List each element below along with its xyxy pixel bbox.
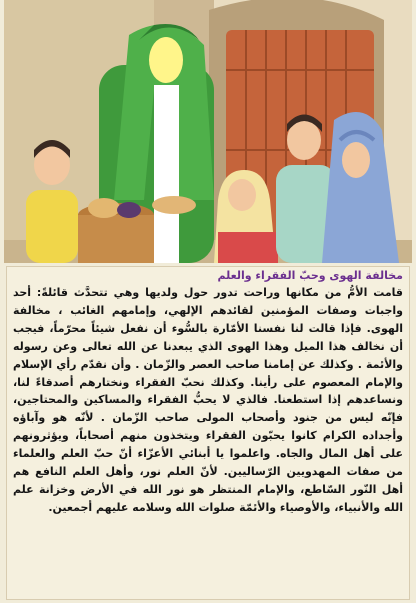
story-text-panel: [6, 266, 410, 600]
story-scene-icon: [4, 0, 412, 263]
story-paragraph: قامت الأمُّ من مكانها وراحت تدور حول ولديها وهي تتحدَّث قائلةً: أحد واجبات وصفات المؤمنين لقائدهم الإلهي، وإمامهم الغائب ، مخالفة الهوى. فإذا قالت لنا نفسنا الأمّارة بالسُّوء أن نفعل شيئاً محرّماً، فيجب أن نخالف هذا الميل وهذا الهوى الذي يبعدنا عن الله تعالى وعن رسوله والأئمة . وكذلك عن إمامنا صاحب العصر والزّمان . وأن نقدّم رأي الإسلام والإمام المعصوم على رأينا. وكذلك نحبّ الفقراء ونختارهم أصدقاءً لنا، ونساعدهم إذا استطعنا. فالذي لا يحبُّ الفقراء والمساكين والمحتاجين، فإنّه ليس من جنود وأصحاب المولى صاحب الزّمان . لأنّه هو وآباؤه وأجداده الكرام كانوا يحبّون الفقراء ويتخذون منهم أصحاباً، ويؤثرونهم على أهل المال والجاه. واعلموا يا أبنائي الأعزّاء أنّ حبّ العلم والعلماء من صفات المهدويين الرّساليين. لأنّ العلم نور، وأهل العلم النافع هم أهل النّور السّاطع، والإمام المنتظر هو نور الله في الأرض وخزانة علم الله والأنبياء، والأوصياء والأئمّة صلوات الله وسلامه عليهم أجمعين.: [13, 286, 403, 514]
story-illustration: [4, 0, 412, 263]
section-heading: مخالفة الهوى وحبّ الفقراء والعلم: [217, 269, 403, 282]
